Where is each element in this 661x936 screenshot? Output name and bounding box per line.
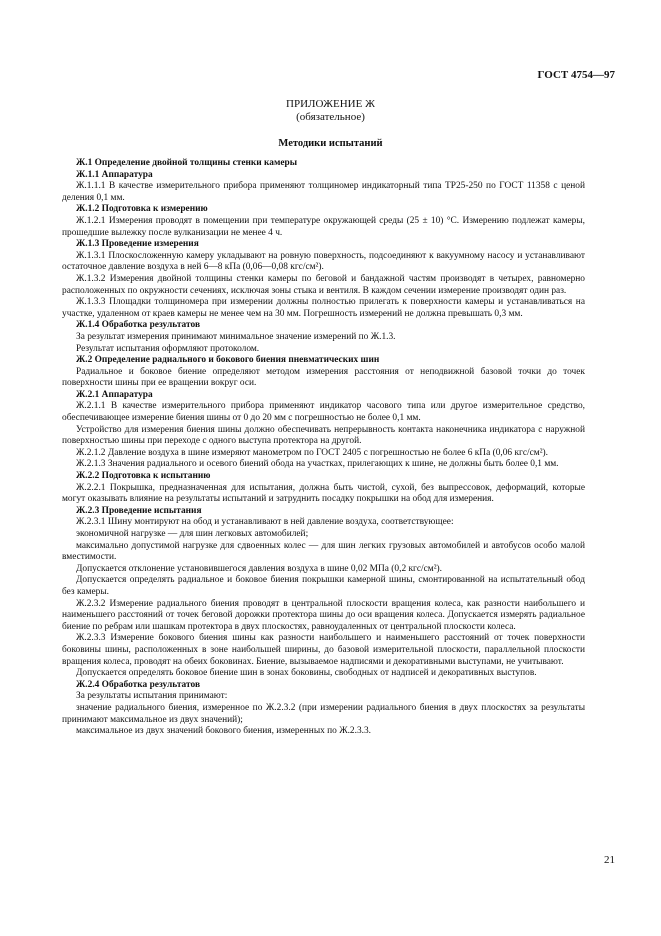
standard-number: ГОСТ 4754—97 xyxy=(537,69,615,81)
section-heading: Ж.2.2 Подготовка к испытанию xyxy=(76,471,211,482)
paragraph: Ж.2.3.2 Измерение радиального биения проводят в центральной плоскости вращения колеса, как разности наибольшего и наименьшего расстояний от точек беговой дорожки протектора шины до оси вращения колеса. Допускается измерять радиальное биение по ребрам или шашкам протектора в двух плоскостях, равноудаленных от центральной плоскости колеса. xyxy=(62,598,585,632)
appendix-title: ПРИЛОЖЕНИЕ Ж xyxy=(286,98,375,110)
section-heading: Ж.1.4 Обработка результатов xyxy=(76,320,201,331)
section-title: Методики испытаний xyxy=(278,138,383,149)
paragraph: экономичной нагрузке — для шин легковых автомобилей; xyxy=(76,529,309,539)
section-heading: Ж.2.1 Аппаратура xyxy=(76,389,153,400)
paragraph: Радиальное и боковое биение определяют методом измерения расстояния от неподвижной базовой точки до точек поверхности шины при ее вращении вокруг оси. xyxy=(62,366,585,389)
paragraph: Ж.1.3.2 Измерения двойной толщины стенки камеры по беговой и бандажной частям производят в четырех, равномерно расположенных по окружности сечениях, исключая зоны стыка и вентиля. В каждом сечении измерение производят один раз. xyxy=(62,273,585,296)
paragraph: Допускается определять боковое биение шин в зонах боковины, свободных от надписей и декоративных выступов. xyxy=(76,668,537,679)
section-heading: Ж.1 Определение двойной толщины стенки камеры xyxy=(76,158,298,168)
section-heading: Ж.1.1 Аппаратура xyxy=(76,169,153,180)
page-number: 21 xyxy=(604,854,615,866)
section-heading: Ж.2.4 Обработка результатов xyxy=(76,679,201,690)
paragraph: За результаты испытания принимают: xyxy=(76,691,228,702)
section-heading: Ж.1.3 Проведение измерения xyxy=(76,239,199,250)
paragraph: значение радиального биения, измеренное по Ж.2.3.2 (при измерении радиального биения в двух плоскостях за результаты принимают максимальное из двух значений); xyxy=(62,702,585,725)
paragraph: Устройство для измерения биения шины должно обеспечивать непрерывность контакта наконечника индикатора с наружной поверхностью шины при переходе с одного выступа протектора на другой. xyxy=(62,424,585,447)
paragraph: Результат испытания оформляют протоколом. xyxy=(76,343,260,354)
appendix-status: (обязательное) xyxy=(296,111,365,123)
paragraph: максимально допустимой нагрузке для сдвоенных колес — для шин легких грузовых автомобилей и автобусов особо малой вместимости. xyxy=(62,540,585,563)
paragraph: Ж.1.3.1 Плоскосложенную камеру укладывают на ровную поверхность, подсоединяют к вакуумному насосу и устанавливают остаточное давление воздуха в ней 6—8 кПа (0,06—0,08 кгс/см²). xyxy=(62,250,585,273)
paragraph: Ж.2.1.2 Давление воздуха в шине измеряют манометром по ГОСТ 2405 с погрешностью не более 6 кПа (0,06 кгс/см²). xyxy=(76,447,548,458)
paragraph: Ж.2.1.3 Значения радиального и осевого биений обода на участках, прилегающих к шине, не должны быть более 0,1 мм. xyxy=(76,459,559,470)
section-heading: Ж.2.3 Проведение испытания xyxy=(76,505,202,516)
document-body xyxy=(62,158,585,738)
paragraph: Ж.1.2.1 Измерения проводят в помещении при температуре окружающей среды (25 ± 10) °С. Измерению подлежат камеры, прошедшие вылежку после вулканизации не менее 4 ч. xyxy=(62,215,585,238)
section-heading: Ж.1.2 Подготовка к измерению xyxy=(76,204,208,215)
paragraph: Допускается определять радиальное и боковое биения покрышки камерной шины, смонтированной на испытательный обод без камеры. xyxy=(62,575,585,597)
paragraph: Ж.1.1.1 В качестве измерительного прибора применяют толщиномер индикаторный типа ТР25-250 по ГОСТ 11358 с ценой деления 0,1 мм. xyxy=(62,181,585,203)
paragraph: Допускается отклонение установившегося давления воздуха в шине 0,02 МПа (0,2 кгс/см²). xyxy=(76,563,443,574)
appendix-heading xyxy=(0,98,661,124)
paragraph: За результат измерения принимают минимальное значение измерений по Ж.1.3. xyxy=(76,331,396,342)
paragraph: Ж.1.3.3 Площадки толщиномера при измерении должны полностью прилегать к поверхности камеры и устанавливаться на участке, удаленном от краев камеры не менее чем на 30 мм. Погрешность измерений не должна превышать 0,3 мм. xyxy=(62,297,585,319)
paragraph: Ж.2.3.3 Измерение бокового биения шины как разности наибольшего и наименьшего расстояний от точек поверхности боковины шины, расположенных в зоне наибольшей ширины, до базовой измерительной плоскости, параллельной плоскости вращения колеса, проводят на обеих боковинах. Биение, вызываемое надписями и декоративными выступами, не учитывают. xyxy=(62,633,585,667)
paragraph: Ж.2.1.1 В качестве измерительного прибора применяют индикатор часового типа или другое измерительное средство, обеспечивающее измерение биения шины от 0 до 20 мм с погрешностью не более 0,1 мм. xyxy=(62,401,585,424)
section-heading: Ж.2 Определение радиального и бокового биения пневматических шин xyxy=(76,355,380,366)
paragraph: максимальное из двух значений бокового биения, измеренных по Ж.2.3.3. xyxy=(76,726,372,737)
paragraph: Ж.2.3.1 Шину монтируют на обод и устанавливают в ней давление воздуха, соответствующее: xyxy=(76,517,454,528)
paragraph: Ж.2.2.1 Покрышка, предназначенная для испытания, должна быть чистой, сухой, без выпрессовок, деформаций, которые могут оказывать влияние на результаты испытаний и затруднить посадку покрышки на обод для измерения. xyxy=(62,482,585,505)
